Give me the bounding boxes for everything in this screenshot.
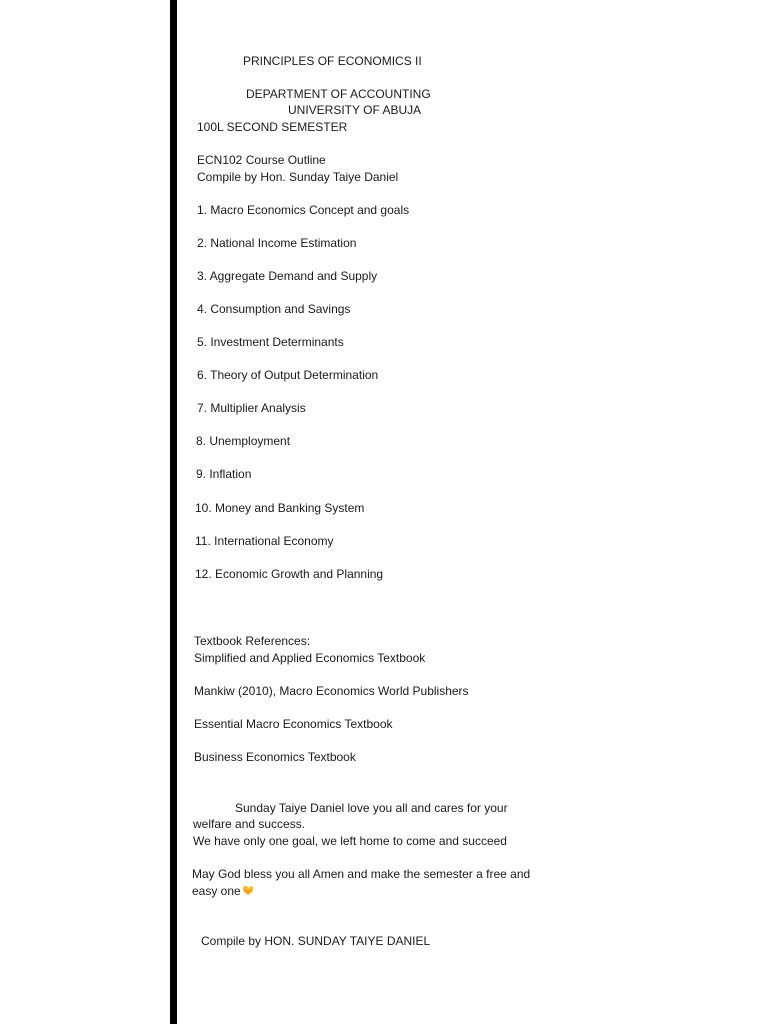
topic-item: 3. Aggregate Demand and Supply: [197, 269, 378, 283]
topic-item: 8. Unemployment: [196, 434, 291, 448]
university-name: UNIVERSITY OF ABUJA: [288, 103, 422, 117]
reference-item: Mankiw (2010), Macro Economics World Publishers: [194, 684, 469, 698]
topic-item: 12. Economic Growth and Planning: [195, 567, 384, 581]
outline-compiler: Compile by Hon. Sunday Taiye Daniel: [197, 170, 399, 184]
message-line: We have only one goal, we left home to come and succeed: [193, 834, 507, 848]
references-heading: Textbook References:: [194, 634, 311, 648]
course-title: PRINCIPLES OF ECONOMICS II: [243, 54, 422, 68]
topic-item: 4. Consumption and Savings: [197, 302, 351, 316]
message-line: easy one: [192, 884, 241, 898]
topic-item: 5. Investment Determinants: [197, 335, 344, 349]
handshake-emoji-icon: [242, 885, 254, 896]
topic-item: 1. Macro Economics Concept and goals: [197, 203, 410, 217]
reference-item: Essential Macro Economics Textbook: [194, 717, 393, 731]
reference-item: Simplified and Applied Economics Textbook: [194, 651, 426, 665]
topic-item: 7. Multiplier Analysis: [197, 401, 306, 415]
outline-title: ECN102 Course Outline: [197, 153, 326, 167]
topic-item: 10. Money and Banking System: [195, 501, 365, 515]
topic-item: 2. National Income Estimation: [197, 236, 357, 250]
message-line: welfare and success.: [193, 817, 306, 831]
topic-item: 6. Theory of Output Determination: [197, 368, 379, 382]
reference-item: Business Economics Textbook: [194, 750, 356, 764]
footer-compiler: Compile by HON. SUNDAY TAIYE DANIEL: [201, 934, 431, 948]
left-border-bar: [170, 0, 177, 1024]
message-line: May God bless you all Amen and make the semester a free and: [192, 867, 531, 881]
message-closing: [192, 883, 254, 899]
topic-item: 9. Inflation: [196, 467, 252, 481]
department-name: DEPARTMENT OF ACCOUNTING: [246, 87, 431, 101]
topic-item: 11. International Economy: [195, 534, 334, 548]
level-semester: 100L SECOND SEMESTER: [197, 120, 348, 134]
message-line: Sunday Taiye Daniel love you all and cares for your: [235, 801, 508, 815]
